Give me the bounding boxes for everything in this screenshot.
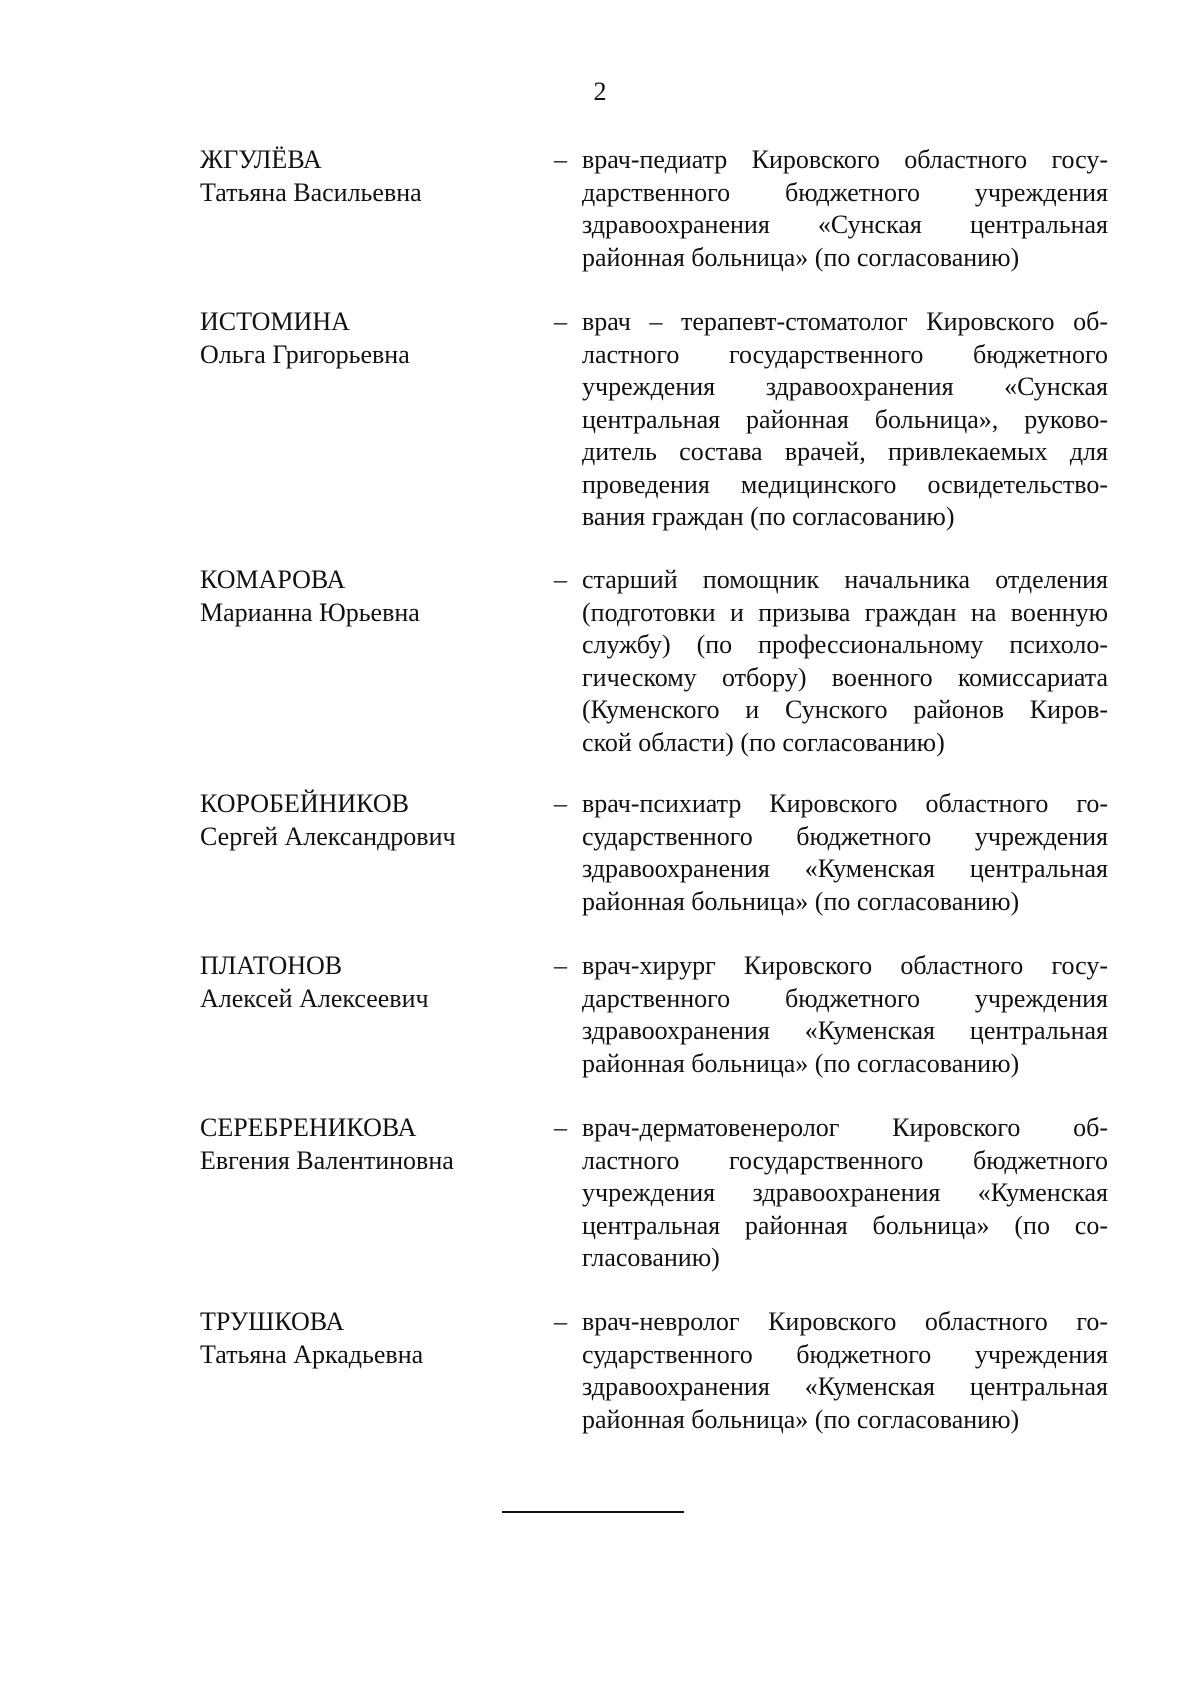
member-position — [582, 144, 1108, 274]
position-line: районная больница» (по согласованию) — [582, 242, 1020, 272]
position-line: проведения медицинского освидетельство- — [582, 469, 1108, 499]
member-given-names: Татьяна Аркадьевна — [200, 1339, 424, 1369]
position-line: районная больница» (по согласованию) — [582, 886, 1020, 916]
member-dash: – — [554, 1113, 567, 1142]
page-number: 2 — [593, 77, 607, 106]
position-line: ской области) (по согласованию) — [582, 727, 945, 757]
member-position — [582, 564, 1108, 759]
position-line: врач-психиатр Кировского областного го- — [582, 789, 1108, 818]
position-line: районная больница» (по согласованию) — [582, 1048, 1020, 1078]
member-surname: ЖГУЛЁВА — [200, 145, 322, 174]
member-given-names: Татьяна Васильевна — [200, 177, 422, 207]
member-given-names: Марианна Юрьевна — [200, 597, 420, 627]
member-dash: – — [554, 789, 567, 818]
position-line: дарственного бюджетного учреждения — [582, 177, 1108, 207]
closing-rule — [502, 1511, 684, 1513]
member-surname: ИСТОМИНА — [200, 307, 350, 336]
position-line: здравоохранения «Куменская центральная — [582, 1016, 1108, 1045]
position-line: здравоохранения «Куменская центральная — [582, 1372, 1108, 1401]
position-line: врач-хирург Кировского областного госу- — [582, 951, 1108, 980]
position-line: дитель состава врачей, привлекаемых для — [582, 437, 1108, 466]
position-line: врач-педиатр Кировского областного госу- — [582, 145, 1108, 174]
position-line: (подготовки и призыва граждан на военную — [582, 597, 1108, 627]
member-surname: ТРУШКОВА — [200, 1307, 345, 1336]
member-position — [582, 950, 1108, 1080]
position-line: центральная районная больница», руково- — [582, 404, 1108, 434]
position-line: районная больница» (по согласованию) — [582, 1404, 1020, 1434]
member-position — [582, 788, 1108, 918]
position-line: здравоохранения «Куменская центральная — [582, 854, 1108, 883]
member-name — [200, 950, 540, 1015]
position-line: (Куменского и Сунского районов Киров- — [582, 695, 1108, 724]
member-given-names: Евгения Валентиновна — [200, 1145, 454, 1175]
member-dash: – — [554, 565, 567, 594]
member-name — [200, 788, 540, 853]
member-name — [200, 144, 540, 209]
position-line: гласованию) — [582, 1243, 720, 1272]
position-line: врач – терапевт-стоматолог Кировского об- — [582, 307, 1108, 336]
member-surname: СЕРЕБРЕНИКОВА — [200, 1113, 417, 1142]
position-line: вания граждан (по согласованию) — [582, 502, 955, 531]
position-line: старший помощник начальника отделения — [582, 565, 1108, 594]
member-dash: – — [554, 951, 567, 980]
position-line: врач-невролог Кировского областного го- — [582, 1307, 1108, 1336]
position-line: врач-дерматовенеролог Кировского об- — [582, 1113, 1108, 1142]
member-position — [582, 306, 1108, 534]
position-line: сударственного бюджетного учреждения — [582, 1339, 1108, 1369]
member-surname: КОРОБЕЙНИКОВ — [200, 789, 409, 818]
member-name — [200, 306, 540, 371]
member-dash: – — [554, 1307, 567, 1336]
position-line: службу) (по профессиональному психоло- — [582, 630, 1108, 659]
member-name — [200, 564, 540, 629]
position-line: учреждения здравоохранения «Куменская — [582, 1178, 1108, 1207]
member-position — [582, 1306, 1108, 1436]
position-line: дарственного бюджетного учреждения — [582, 983, 1108, 1013]
member-given-names: Сергей Александрович — [200, 821, 456, 851]
member-given-names: Ольга Григорьевна — [200, 339, 410, 369]
position-line: гическому отбору) военного комиссариата — [582, 662, 1108, 692]
position-line: здравоохранения «Сунская центральная — [582, 210, 1108, 239]
position-line: центральная районная больница» (по со- — [582, 1210, 1108, 1240]
member-name — [200, 1112, 540, 1177]
member-dash: – — [554, 307, 567, 336]
position-line: учреждения здравоохранения «Сунская — [582, 372, 1108, 401]
member-dash: – — [554, 145, 567, 174]
member-position — [582, 1112, 1108, 1275]
member-name — [200, 1306, 540, 1371]
member-surname: КОМАРОВА — [200, 565, 346, 594]
position-line: сударственного бюджетного учреждения — [582, 821, 1108, 851]
position-line: ластного государственного бюджетного — [582, 1145, 1108, 1175]
member-given-names: Алексей Алексеевич — [200, 983, 429, 1013]
position-line: ластного государственного бюджетного — [582, 339, 1108, 369]
member-surname: ПЛАТОНОВ — [200, 951, 343, 980]
